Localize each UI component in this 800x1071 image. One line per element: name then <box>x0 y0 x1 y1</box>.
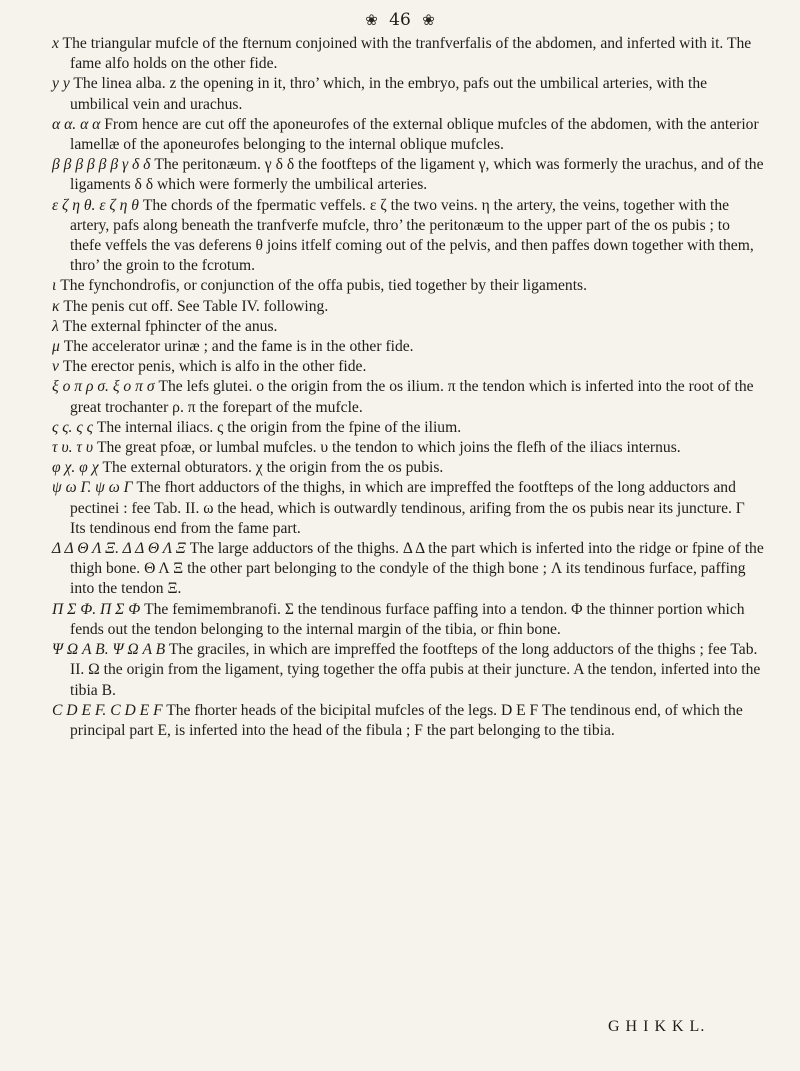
entry-text: The femimembranofi. Σ the tendinous furface paffing into a tendon. Φ the thinner portion which fends out the tendon belonging to the internal margin of the tibia, or fhin bone. <box>70 600 745 638</box>
entry-short-adductors <box>52 478 764 539</box>
entry-sphincter <box>52 317 764 337</box>
entry-key: y y <box>52 75 70 93</box>
entry-text: The peritonæum. γ δ δ the footfteps of the ligament γ, which was formerly the urachus, and of the ligaments δ δ which were formerly the umbilical arteries. <box>70 156 764 194</box>
entry-text: The fynchondrofis, or conjunction of the offa pubis, tied together by their ligaments. <box>60 277 587 295</box>
entry-large-adductors <box>52 539 764 600</box>
entry-key: Π Σ Φ. Π Σ Φ <box>52 600 141 618</box>
entry-text: The external fphincter of the anus. <box>62 317 278 335</box>
entry-key: ξ ο π ρ σ. ξ ο π σ <box>52 378 155 396</box>
entry-text: The erector penis, which is alfo in the other fide. <box>62 358 367 376</box>
entry-accelerator <box>52 337 764 357</box>
entry-key: x <box>52 35 59 52</box>
page-number: 46 <box>389 9 411 30</box>
entry-key: α α. α α <box>52 115 101 133</box>
entry-text: The graciles, in which are impreffed the footfteps of the long adductors of the thighs ; fee Tab. II. Ω the origin from the ligament, tying together the offa pubis at their juncture. A the tendon, inferted into the tibia B. <box>70 641 761 699</box>
left-ornament-icon: ❀ <box>365 10 378 29</box>
entry-key: ψ ω Γ. ψ ω Γ <box>52 479 133 497</box>
entry-text: The lefs glutei. ο the origin from the os ilium. π the tendon which is inferted into the root of the great trochanter ρ. π the forepart of the mufcle. <box>70 378 754 416</box>
entry-key: λ <box>52 317 59 335</box>
entry-text: The external obturators. χ the origin from the os pubis. <box>102 459 444 477</box>
entry-text: The internal iliacs. ς the origin from the fpine of the ilium. <box>96 418 462 436</box>
entry-key: ε ζ η θ. ε ζ η θ <box>52 196 139 214</box>
plate-explanation-text <box>52 34 764 741</box>
entry-text: The triangular mufcle of the fternum conjoined with the tranfverfalis of the abdomen, and inferted with it. The fame alfo holds on the other fide. <box>62 35 752 73</box>
entry-key: Δ Δ Θ Λ Ξ. Δ Δ Θ Λ Ξ <box>52 540 186 558</box>
entry-key: κ <box>52 297 60 315</box>
entry-psoae <box>52 438 764 458</box>
entry-key: φ χ. φ χ <box>52 459 99 477</box>
entry-key: ς ς. ς ς <box>52 418 93 436</box>
entry-text: The large adductors of the thighs. Δ Δ the part which is inferted into the ridge or fpine of the thigh bone. Θ Λ Ξ the other part belonging to the condyle of the thigh bone ; Λ its tendinous furface, paffing into the tendon Ξ. <box>70 540 764 598</box>
entry-key: τ υ. τ υ <box>52 439 94 457</box>
entry-semimembranosi <box>52 600 764 640</box>
entry-key: μ <box>52 338 60 356</box>
entry-glutei <box>52 377 764 417</box>
entry-iliacs <box>52 418 764 438</box>
entry-peritonaeum <box>52 155 764 195</box>
entry-text: The great pfoæ, or lumbal mufcles. υ the tendon to which joins the flefh of the iliacs internus. <box>96 439 681 457</box>
entry-key: ν <box>52 358 59 376</box>
entry-key: Ψ Ω A B. Ψ Ω A B <box>52 641 166 659</box>
entry-obturators <box>52 458 764 478</box>
entry-aponeuroses <box>52 115 764 155</box>
entry-erector <box>52 357 764 377</box>
page-header <box>0 8 800 31</box>
entry-penis <box>52 297 764 317</box>
entry-text: The penis cut off. See Table IV. following. <box>63 297 329 315</box>
entry-text: The linea alba. z the opening in it, thro’ which, in the embryo, pafs out the umbilical arteries, with the umbilical vein and urachus. <box>70 75 708 113</box>
entry-text: The fhort adductors of the thighs, in which are impreffed the footfteps of the long adductors and pectinei : fee Tab. II. ω the head, which is outwardly tendinous, arifing from the os pubis near its juncture. Γ Its tendinous end from the fame part. <box>70 479 745 537</box>
entry-spermatic-vessels <box>52 196 764 277</box>
entry-text: The accelerator urinæ ; and the fame is in the other fide. <box>63 338 414 356</box>
entry-text: The chords of the fpermatic veffels. ε ζ the two veins. η the artery, the veins, together with the artery, pafs along beneath the tranfverfe mufcle, thro’ the peritonæum to the upper part of the os pubis ; to thefe veffels the vas deferens θ joins itfelf coming out of the pelvis, and then paffes down together with them, thro’ the groin to the fcrotum. <box>70 196 754 275</box>
entry-text: The fhorter heads of the bicipital mufcles of the legs. D E F The tendinous end, of which the principal part E, is inferted into the head of the fibula ; F the part belonging to the tibia. <box>70 701 743 739</box>
entry-text: From hence are cut off the aponeurofes of the external oblique mufcles of the abdomen, with the anterior lamellæ of the aponeurofes belonging to the internal oblique mufcles. <box>70 115 759 154</box>
entry-key: C D E F. C D E F <box>52 701 163 719</box>
entry-synchondrosis <box>52 276 764 296</box>
right-ornament-icon: ❀ <box>422 10 435 29</box>
entry-x <box>52 34 764 74</box>
entry-bicipital <box>52 701 764 741</box>
catchword: G H I K K L. <box>608 1018 706 1035</box>
entry-linea-alba <box>52 74 764 114</box>
entry-key: β β β β β β γ δ δ <box>52 156 151 174</box>
entry-graciles <box>52 640 764 701</box>
entry-key: ι <box>52 277 57 295</box>
